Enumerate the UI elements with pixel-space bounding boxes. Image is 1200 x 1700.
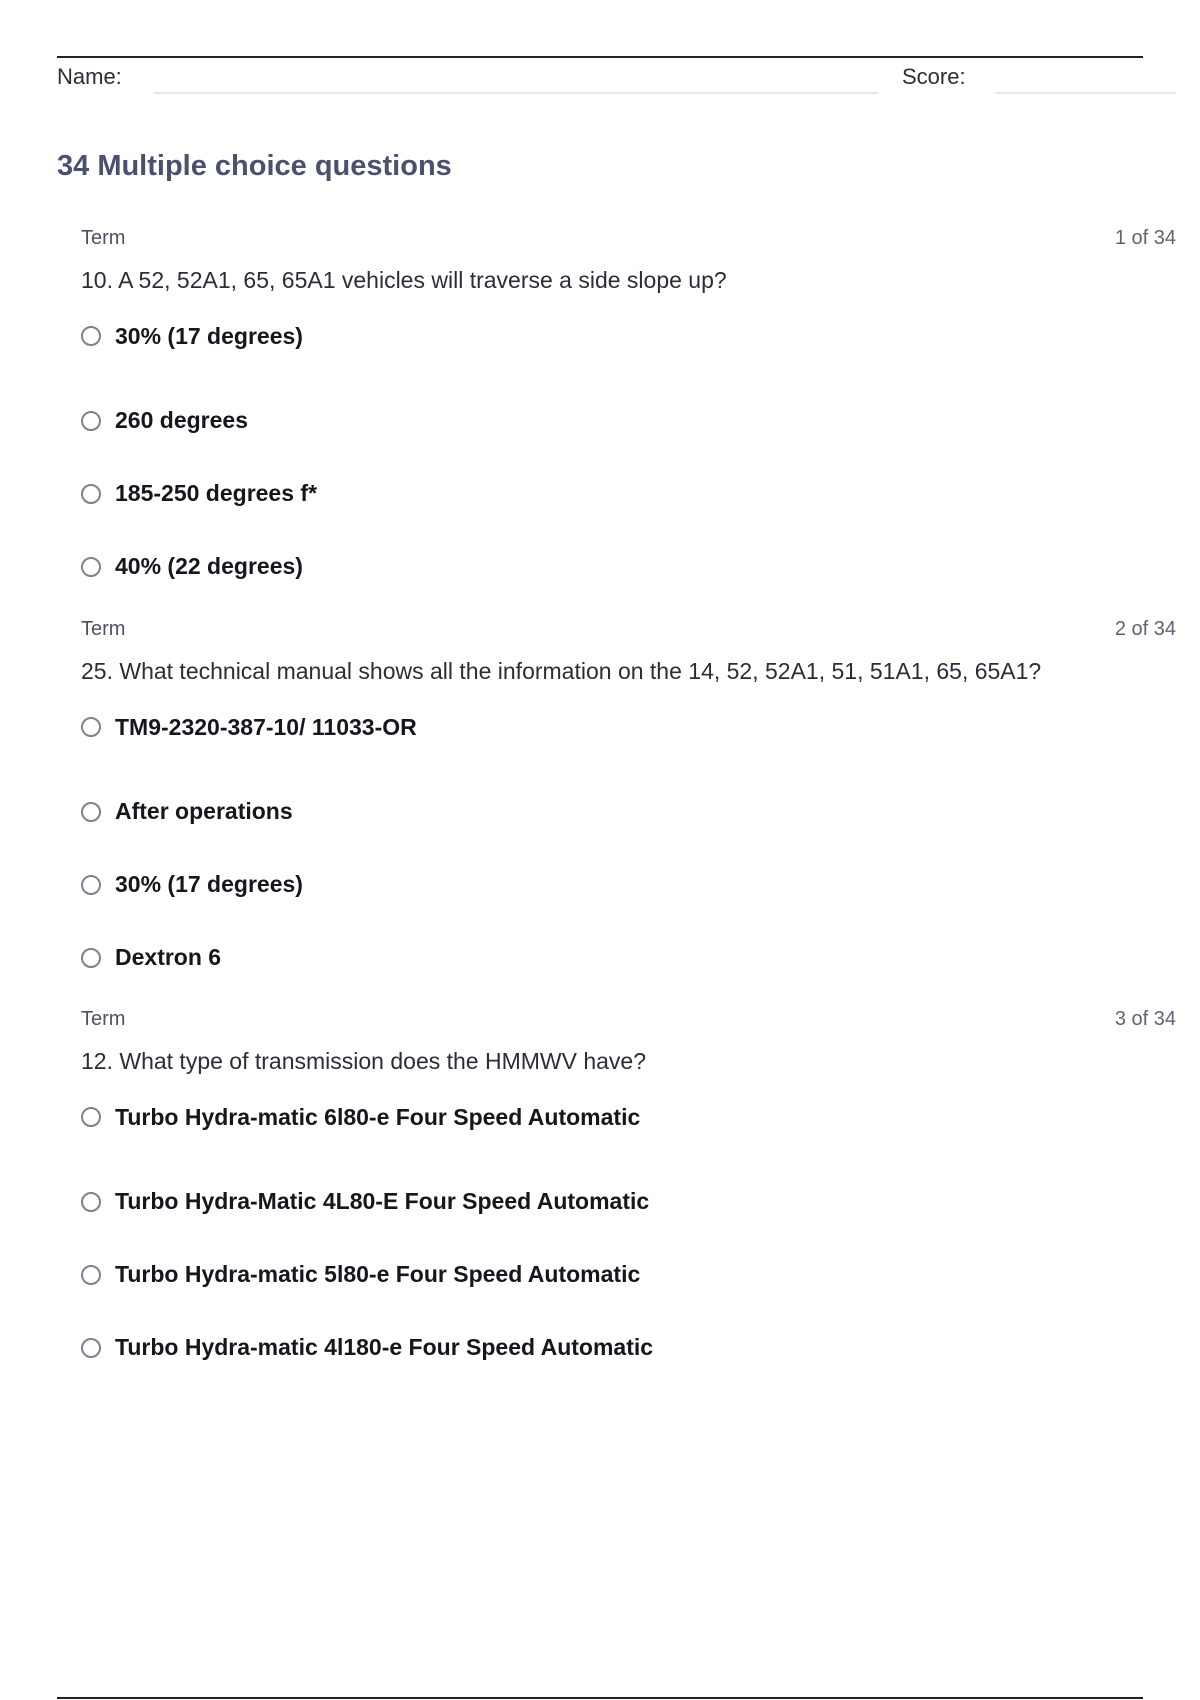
name-field[interactable] <box>154 92 878 94</box>
question-counter: 1 of 34 <box>1114 227 1176 249</box>
answer-options <box>81 702 1176 994</box>
radio-button-icon[interactable] <box>81 1192 101 1212</box>
answer-option[interactable] <box>81 1311 1176 1384</box>
radio-button-icon[interactable] <box>81 411 101 431</box>
answer-label: Turbo Hydra-matic 6l80-e Four Speed Automatic <box>115 1103 641 1130</box>
radio-button-icon[interactable] <box>81 1265 101 1285</box>
term-label: Term <box>81 618 126 640</box>
answer-option[interactable] <box>81 702 1176 752</box>
radio-button-icon[interactable] <box>81 557 101 577</box>
answer-option[interactable] <box>81 457 1176 530</box>
header-row <box>0 62 1200 102</box>
answer-label: Turbo Hydra-matic 4l180-e Four Speed Automatic <box>115 1334 654 1360</box>
question-header <box>81 618 1176 646</box>
answer-option[interactable] <box>81 1165 1176 1238</box>
top-divider <box>57 56 1143 58</box>
answer-label: 185-250 degrees f* <box>115 480 318 506</box>
radio-button-icon[interactable] <box>81 326 101 346</box>
score-label: Score: <box>902 64 966 89</box>
radio-button-icon[interactable] <box>81 875 101 895</box>
answer-label: TM9-2320-387-10/ 11033-OR <box>115 713 417 740</box>
answer-option[interactable] <box>81 921 1176 994</box>
question-card <box>81 1008 1176 1384</box>
question-counter: 3 of 34 <box>1114 1008 1176 1030</box>
answer-label: Turbo Hydra-Matic 4L80-E Four Speed Automatic <box>115 1188 650 1214</box>
radio-button-icon[interactable] <box>81 484 101 504</box>
answer-label: After operations <box>115 798 293 824</box>
question-header <box>81 1008 1176 1036</box>
name-label: Name: <box>57 64 122 89</box>
bottom-divider <box>57 1697 1143 1699</box>
answer-option[interactable] <box>81 848 1176 921</box>
answer-label: Turbo Hydra-matic 5l80-e Four Speed Automatic <box>115 1261 641 1287</box>
answer-options <box>81 311 1176 603</box>
answer-label: 30% (17 degrees) <box>115 322 303 349</box>
question-header <box>81 227 1176 255</box>
question-text: 10. A 52, 52A1, 65, 65A1 vehicles will traverse a side slope up? <box>81 267 727 293</box>
section-title: 34 Multiple choice questions <box>57 150 452 182</box>
answer-label: 30% (17 degrees) <box>115 871 303 897</box>
answer-option[interactable] <box>81 775 1176 848</box>
answer-option[interactable] <box>81 384 1176 457</box>
answer-option[interactable] <box>81 1092 1176 1142</box>
answer-option[interactable] <box>81 311 1176 361</box>
question-text: 25. What technical manual shows all the information on the 14, 52, 52A1, 51, 51A1, 65, 65A1? <box>81 658 1042 684</box>
radio-button-icon[interactable] <box>81 802 101 822</box>
radio-button-icon[interactable] <box>81 1107 101 1127</box>
term-label: Term <box>81 1008 126 1030</box>
answer-label: 40% (22 degrees) <box>115 553 303 579</box>
question-card <box>81 227 1176 603</box>
radio-button-icon[interactable] <box>81 1338 101 1358</box>
answer-label: 260 degrees <box>115 407 248 433</box>
answer-option[interactable] <box>81 530 1176 603</box>
answer-option[interactable] <box>81 1238 1176 1311</box>
question-card <box>81 618 1176 994</box>
answer-label: Dextron 6 <box>115 944 222 970</box>
score-field[interactable] <box>996 92 1176 94</box>
radio-button-icon[interactable] <box>81 717 101 737</box>
answer-options <box>81 1092 1176 1384</box>
question-text: 12. What type of transmission does the HMMWV have? <box>81 1048 647 1074</box>
radio-button-icon[interactable] <box>81 948 101 968</box>
term-label: Term <box>81 227 126 249</box>
question-counter: 2 of 34 <box>1114 618 1176 640</box>
